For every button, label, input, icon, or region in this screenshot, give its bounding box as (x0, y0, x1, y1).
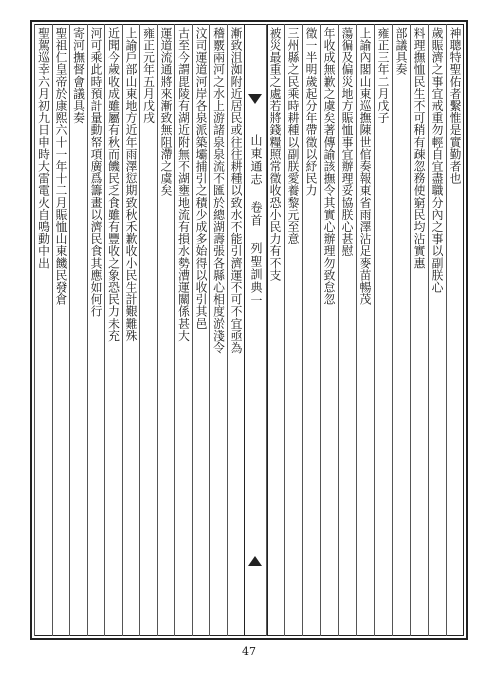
right-half-page (266, 24, 464, 636)
left-text-columns (34, 24, 244, 636)
text-column: 上諭內閣山東巡撫陳世倌奏報東省雨澤沾足麥苗暢茂 (356, 24, 374, 636)
text-column: 聖駕巡幸六月初九日申時大雷電火自鳴動中出 (34, 24, 52, 636)
text-column: 神聰特聖佑者繫惟是實勤者也 (446, 24, 464, 636)
center-strip (244, 24, 268, 636)
text-column: 年收成無歉之虞矣著傳諭該撫令其實心辦理勿致怠忽 (320, 24, 338, 636)
right-text-columns (266, 24, 464, 636)
left-half-page (34, 24, 244, 636)
page-number: 47 (242, 645, 256, 658)
center-title: 山東通志 卷首 列聖訓典一 (249, 134, 263, 307)
text-column: 古至今謂毘陵有湖近附無不湖壅地流有損水勢漕運關係甚大 (174, 24, 192, 636)
text-column: 寄河撫督會議具奏 (69, 24, 87, 636)
text-column: 三州縣之民乘時耕種以副朕愛養黎元至意 (284, 24, 302, 636)
text-column: 雍正三年二月戊子 (374, 24, 392, 636)
text-column: 被災最重之處若將錢糧照常徵收恐小民力有不支 (266, 24, 284, 636)
fishtail-top-mark (248, 94, 262, 104)
text-column: 徵一半明歲起分年帶徵以紓民力 (302, 24, 320, 636)
text-column: 歲賑濟之事宜戒重勿輕自宜盡職分內之事以副朕心 (428, 24, 446, 636)
text-column: 汶司運道河岸各泉派築壩捕引之積少成多始得以收引其邑 (192, 24, 210, 636)
text-column: 稽覈兩河之水上游諸泉泉流不匯於總湖壽張各縣心相度淤淺令 (209, 24, 227, 636)
text-column: 蕩徧及偏災地方賑恤事宜辦理妥協朕心甚慰 (338, 24, 356, 636)
text-column: 近聞今歲收成雖屬有秋而饑民乏食雖有豐收之象恐民力未充 (104, 24, 122, 636)
page-frame (30, 20, 468, 640)
text-column: 料理撫恤民生不可稍有疎忽務使窮民均沾實惠 (410, 24, 428, 636)
text-column: 部議具奏 (392, 24, 410, 636)
text-column: 雍正元年五月戊戌 (139, 24, 157, 636)
text-column: 漸致沮洳附近居民或往往耕種以致水不能引濟運不可不宜亟為 (227, 24, 245, 636)
text-column: 聖祖仁皇帝於康熙六十一年十二月賑恤山東饑民發倉 (52, 24, 70, 636)
fishtail-bottom-mark (248, 556, 262, 566)
text-column: 河可乘此時預計量動帑項廣爲籌畫以濟民食其應如何行 (87, 24, 105, 636)
text-column: 上諭戶部山東地方近年雨澤愆期致秋禾歉收小民生計艱難殊 (122, 24, 140, 636)
text-column: 運道流通將來漸致無阻滯之虞矣 (157, 24, 175, 636)
